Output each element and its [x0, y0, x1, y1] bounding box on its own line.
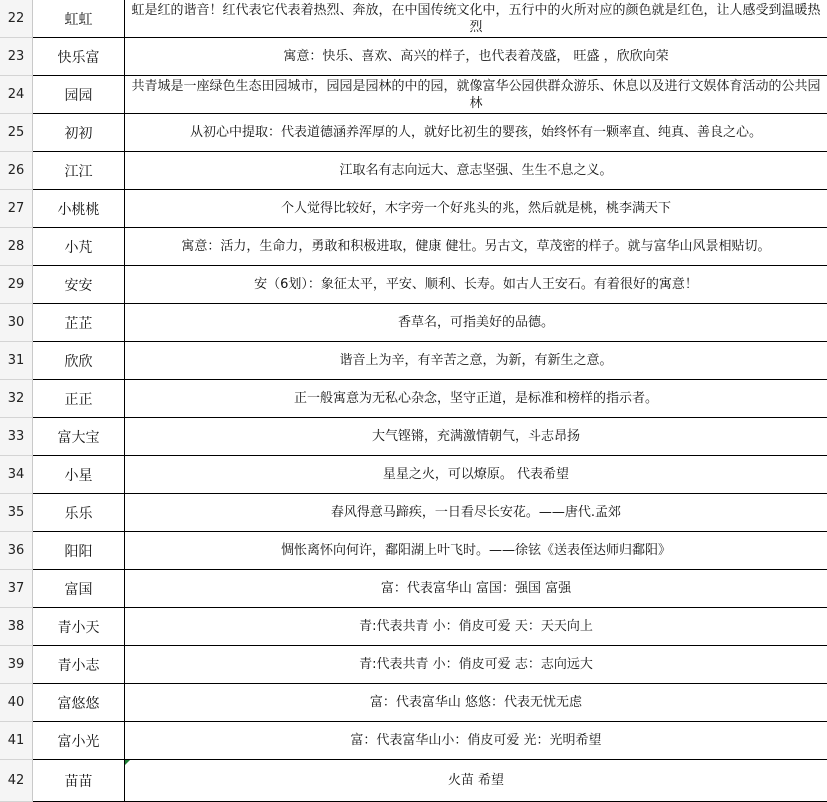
- row-header[interactable]: 41: [0, 722, 33, 760]
- description-text: 青:代表共青 小：俏皮可爱 志：志向远大: [359, 657, 593, 672]
- description-cell[interactable]: [125, 494, 827, 532]
- description-text: 星星之火，可以燎原。 代表希望: [382, 467, 570, 482]
- table-row: [0, 190, 827, 228]
- description-text: 大气铿锵，充满激情朝气，斗志昂扬: [371, 429, 580, 444]
- name-cell[interactable]: 快乐富: [33, 38, 125, 76]
- description-cell[interactable]: [125, 114, 827, 152]
- name-cell[interactable]: 乐乐: [33, 494, 125, 532]
- description-cell[interactable]: [125, 152, 827, 190]
- cell-indicator-icon: [125, 760, 130, 765]
- row-header[interactable]: 39: [0, 646, 33, 684]
- row-header[interactable]: 38: [0, 608, 33, 646]
- table-row: [0, 570, 827, 608]
- table-row: [0, 722, 827, 760]
- description-text: 春风得意马蹄疾，一日看尽长安花。——唐代.孟郊: [330, 505, 622, 520]
- name-cell[interactable]: 阳阳: [33, 532, 125, 570]
- name-cell[interactable]: 虹虹: [33, 0, 125, 38]
- description-text: 虹是红的谐音！红代表它代表着热烈、奔放，在中国传统文化中，五行中的火所对应的颜色就是红色，让人感受到温暖热烈: [131, 2, 821, 35]
- description-cell[interactable]: [125, 0, 827, 38]
- name-cell[interactable]: 江江: [33, 152, 125, 190]
- table-row: [0, 0, 827, 38]
- row-header[interactable]: 36: [0, 532, 33, 570]
- description-cell[interactable]: [125, 608, 827, 646]
- row-header[interactable]: 34: [0, 456, 33, 494]
- description-cell[interactable]: [125, 532, 827, 570]
- name-cell[interactable]: 小芃: [33, 228, 125, 266]
- name-cell[interactable]: 小桃桃: [33, 190, 125, 228]
- name-cell[interactable]: 初初: [33, 114, 125, 152]
- row-header[interactable]: 22: [0, 0, 33, 38]
- description-text: 共青城是一座绿色生态田园城市，园园是园林的中的园，就像富华公园供群众游乐、休息以及进行文娱体育活动的公共园林: [131, 78, 821, 111]
- table-row: [0, 608, 827, 646]
- table-row: [0, 418, 827, 456]
- description-text: 寓意：快乐、喜欢、高兴的样子，也代表着茂盛， 旺盛 ，欣欣向荣: [283, 49, 669, 64]
- table-row: [0, 304, 827, 342]
- name-cell[interactable]: 富大宝: [33, 418, 125, 456]
- row-header[interactable]: 26: [0, 152, 33, 190]
- name-cell[interactable]: 欣欣: [33, 342, 125, 380]
- row-header[interactable]: 33: [0, 418, 33, 456]
- table-row: [0, 76, 827, 114]
- row-header[interactable]: 31: [0, 342, 33, 380]
- table-row: [0, 152, 827, 190]
- row-header[interactable]: 40: [0, 684, 33, 722]
- description-cell[interactable]: [125, 342, 827, 380]
- row-header[interactable]: 30: [0, 304, 33, 342]
- name-cell[interactable]: 正正: [33, 380, 125, 418]
- name-cell[interactable]: 苗苗: [33, 760, 125, 802]
- name-cell[interactable]: 青小天: [33, 608, 125, 646]
- table-row: [0, 456, 827, 494]
- name-cell[interactable]: 富国: [33, 570, 125, 608]
- description-text: 谐音上为辛，有辛苦之意，为新，有新生之意。: [339, 353, 613, 368]
- row-header[interactable]: 35: [0, 494, 33, 532]
- description-cell[interactable]: [125, 38, 827, 76]
- table-row: [0, 114, 827, 152]
- row-header[interactable]: 29: [0, 266, 33, 304]
- table-row: [0, 342, 827, 380]
- table-row: [0, 380, 827, 418]
- description-text: 正一般寓意为无私心杂念，坚守正道，是标准和榜样的指示者。: [293, 391, 658, 406]
- description-text: 安（6划）：象征太平，平安、顺利、长寿。如古人王安石。有着很好的寓意！: [254, 277, 698, 292]
- description-text: 富：代表富华山小：俏皮可爱 光：光明希望: [350, 733, 602, 748]
- description-cell[interactable]: [125, 418, 827, 456]
- name-cell[interactable]: 安安: [33, 266, 125, 304]
- description-cell[interactable]: [125, 380, 827, 418]
- description-cell[interactable]: [125, 304, 827, 342]
- table-row: [0, 38, 827, 76]
- description-cell[interactable]: [125, 190, 827, 228]
- description-cell[interactable]: [125, 570, 827, 608]
- description-cell[interactable]: [125, 684, 827, 722]
- description-cell[interactable]: [125, 266, 827, 304]
- row-header[interactable]: 24: [0, 76, 33, 114]
- row-header[interactable]: 25: [0, 114, 33, 152]
- table-row: [0, 266, 827, 304]
- description-text: 火苗 希望: [447, 773, 505, 788]
- description-text: 从初心中提取：代表道德涵养浑厚的人，就好比初生的婴孩，始终怀有一颗率直、纯真、善良之心。: [189, 125, 762, 140]
- name-cell[interactable]: 青小志: [33, 646, 125, 684]
- description-text: 寓意：活力，生命力，勇敢和积极进取，健康 健壮。另古文，草茂密的样子。就与富华山风景相贴切。: [181, 239, 771, 254]
- description-text: 青:代表共青 小：俏皮可爱 天：天天向上: [359, 619, 593, 634]
- table-row: [0, 494, 827, 532]
- row-header[interactable]: 23: [0, 38, 33, 76]
- row-header[interactable]: 28: [0, 228, 33, 266]
- description-cell[interactable]: [125, 456, 827, 494]
- description-cell[interactable]: [125, 228, 827, 266]
- description-text: 个人觉得比较好，木字旁一个好兆头的兆，然后就是桃，桃李满天下: [280, 201, 671, 216]
- description-text: 江取名有志向远大、意志坚强、生生不息之义。: [339, 163, 613, 178]
- row-header[interactable]: 42: [0, 760, 33, 802]
- description-cell[interactable]: [125, 76, 827, 114]
- description-text: 惆怅离怀向何许，鄱阳湖上叶飞时。——徐铉《送表侄达师归鄱阳》: [280, 543, 671, 558]
- description-text: 香草名，可指美好的品德。: [397, 315, 554, 330]
- name-cell[interactable]: 芷芷: [33, 304, 125, 342]
- description-cell[interactable]: [125, 722, 827, 760]
- table-row: [0, 646, 827, 684]
- row-header[interactable]: 32: [0, 380, 33, 418]
- table-row: [0, 760, 827, 802]
- row-header[interactable]: 37: [0, 570, 33, 608]
- table-row: [0, 684, 827, 722]
- row-header[interactable]: 27: [0, 190, 33, 228]
- name-cell[interactable]: 富悠悠: [33, 684, 125, 722]
- table-row: [0, 228, 827, 266]
- description-cell[interactable]: [125, 760, 827, 802]
- name-cell[interactable]: 园园: [33, 76, 125, 114]
- table-row: [0, 532, 827, 570]
- description-cell[interactable]: [125, 646, 827, 684]
- name-cell[interactable]: 富小光: [33, 722, 125, 760]
- description-text: 富：代表富华山 富国：强国 富强: [380, 581, 572, 596]
- description-text: 富：代表富华山 悠悠：代表无忧无虑: [369, 695, 583, 710]
- name-cell[interactable]: 小星: [33, 456, 125, 494]
